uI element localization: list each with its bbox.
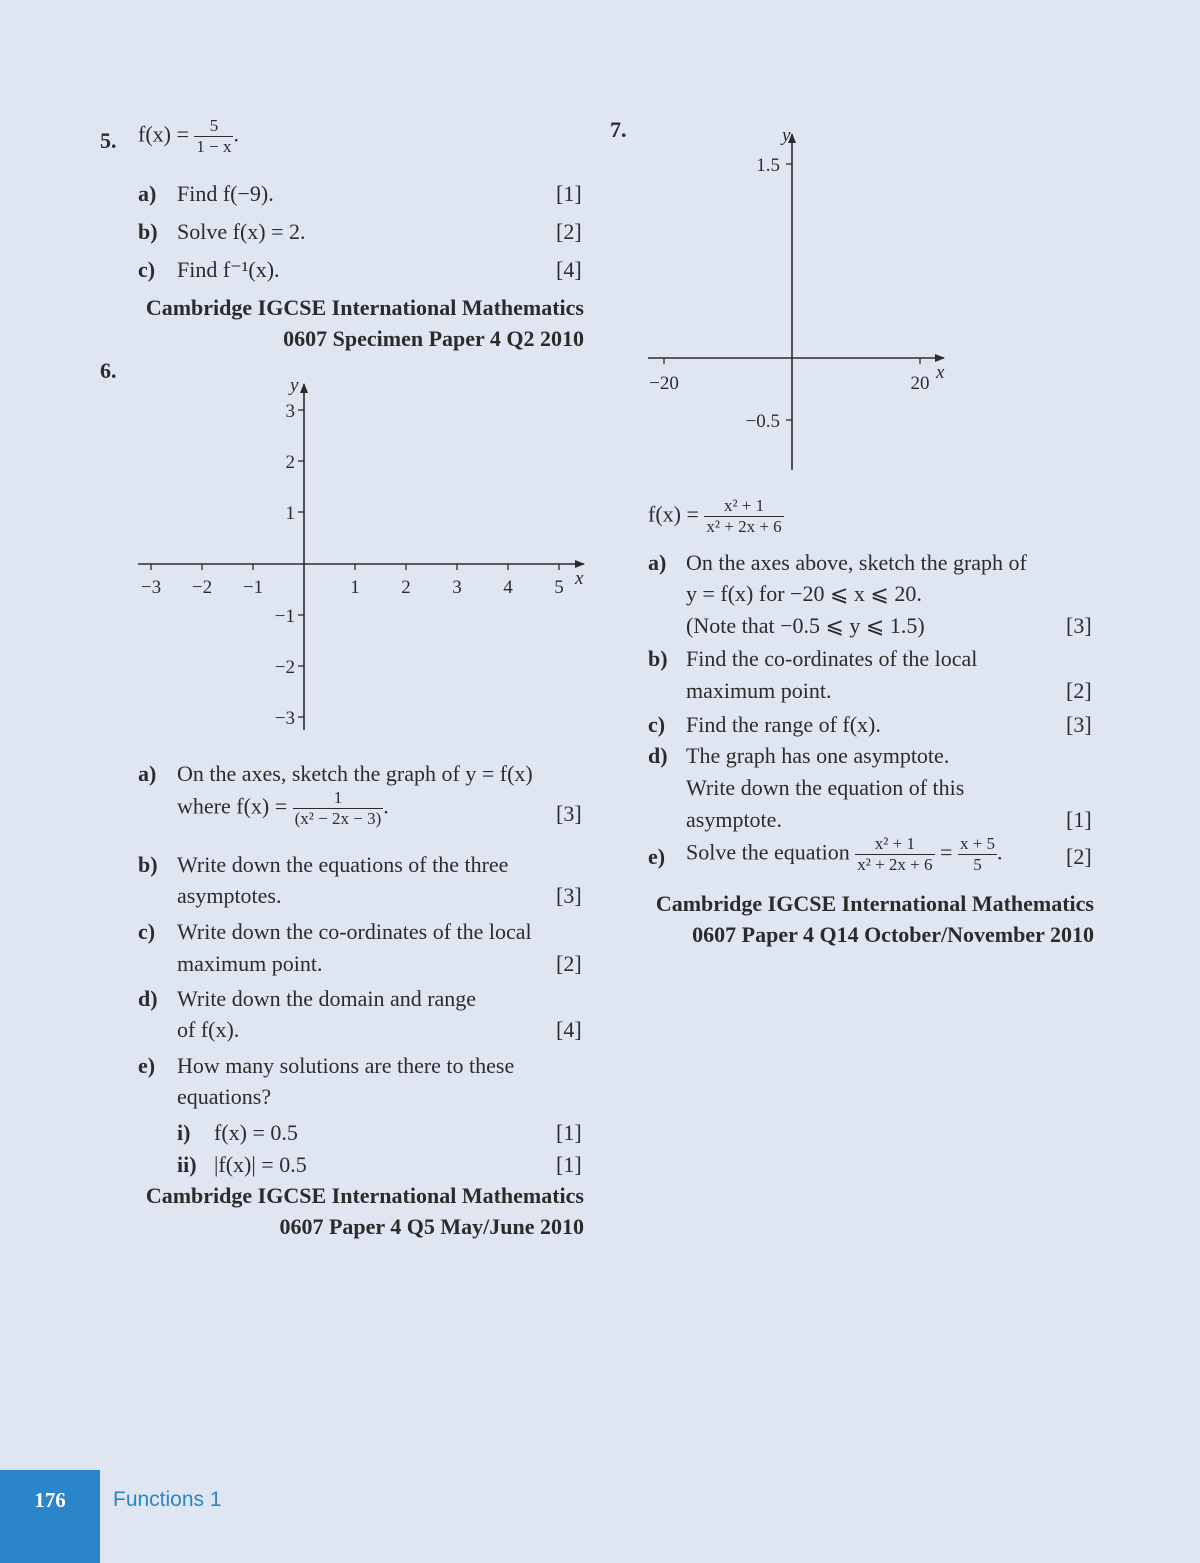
q7-e-fraction-right [958,834,997,875]
q6-ytick-neg1: −1 [274,606,295,627]
q5-a-marks: [1] [556,181,582,206]
q6-source-line2: 0607 Paper 4 Q5 May/June 2010 [279,1214,584,1239]
q7-number: 7. [610,117,627,142]
q6-xtick-4: 4 [503,577,513,598]
q6-d-marks: [4] [556,1017,582,1042]
q5-fraction [194,116,233,157]
q6-axes-graph [120,370,600,740]
q6-x-axis-label: x [575,568,584,589]
q7-y-axis-label: y [782,125,791,146]
q5-c-label: c) [138,257,156,282]
q7-d-marks: [1] [1066,807,1092,832]
q6-source-line1: Cambridge IGCSE International Mathematics [145,1183,584,1208]
q5-number: 5. [100,128,117,153]
q7-definition [648,496,784,537]
q7-e-label: e) [648,844,666,869]
q6-a-fraction [293,788,384,829]
q7-e-equation [686,834,1003,875]
q6-y-axis-label: y [290,375,299,396]
q7-x-axis-label: x [936,362,945,383]
q7-axes-graph [640,120,960,480]
q6-x-ticks [151,564,559,570]
q6-a-denominator: (x² − 2x − 3) [294,809,382,828]
q7-e-num2: x + 5 [959,834,996,853]
q6-b-line2: asymptotes. [177,883,282,908]
q7-a-line2: y = f(x) for −20 ⩽ x ⩽ 20. [686,581,922,606]
q6-e-i-marks: [1] [556,1120,582,1145]
q6-b-line1: Write down the equations of the three [177,852,509,877]
q7-def-lhs: f(x) = [648,501,699,527]
q7-b-marks: [2] [1066,678,1092,703]
q5-b-marks: [2] [556,219,582,244]
q6-a-marks: [3] [556,801,582,826]
q7-d-label: d) [648,743,668,768]
q6-d-line2: of f(x). [177,1017,240,1042]
q6-xtick-neg3: −3 [140,577,162,598]
q7-a-label: a) [648,550,667,575]
q6-number: 6. [100,358,117,383]
q5-source-line2: 0607 Specimen Paper 4 Q2 2010 [283,326,584,351]
q6-ytick-1: 1 [285,503,295,524]
q5-definition [138,116,239,157]
q6-b-label: b) [138,852,158,877]
q7-c-line1: Find the range of f(x). [686,712,881,737]
q6-xtick-3: 3 [452,577,462,598]
q7-e-den2: 5 [958,854,997,875]
q7-xtick-20: 20 [910,373,930,394]
q7-a-line3: (Note that −0.5 ⩽ y ⩽ 1.5) [686,613,925,638]
q7-d-line2: Write down the equation of this [686,775,965,800]
q5-def-end: . [233,121,239,147]
q7-source [656,888,1094,950]
q6-xtick-neg1: −1 [242,577,264,598]
q7-d-line3: asymptote. [686,807,782,832]
q7-ytick-1-5: 1.5 [756,155,780,176]
q7-ytick-neg0-5: −0.5 [745,411,780,432]
q7-e-fraction-left [855,834,934,875]
chapter-title: Functions 1 [113,1488,222,1511]
q6-source [146,1180,584,1242]
footer-page-tab [0,1470,100,1563]
q6-xtick-neg2: −2 [191,577,213,598]
q7-c-marks: [3] [1066,712,1092,737]
q6-a-where [177,788,389,829]
q6-ytick-neg3: −3 [274,708,295,729]
q5-c-marks: [4] [556,257,582,282]
q7-source-line1: Cambridge IGCSE International Mathematics [655,891,1094,916]
q7-numerator: x² + 1 [723,496,765,515]
q6-c-line1: Write down the co-ordinates of the local [177,919,532,944]
q6-e-label: e) [138,1053,156,1078]
q6-e-ii-label: ii) [177,1152,197,1177]
q7-e-text: Solve the equation [686,839,850,865]
q5-source [146,292,584,354]
q7-b-label: b) [648,646,668,671]
q6-a-numerator: 1 [333,788,343,807]
q7-c-label: c) [648,712,666,737]
q6-d-label: d) [138,986,158,1011]
q7-fraction [704,496,783,537]
q6-ytick-neg2: −2 [274,657,295,678]
q6-c-label: c) [138,919,156,944]
q7-e-equals: = [940,839,953,865]
q7-b-line2: maximum point. [686,678,832,703]
q7-e-den1: x² + 2x + 6 [857,855,933,874]
q7-a-line1: On the axes above, sketch the graph of [686,550,1027,575]
q6-ytick-3: 3 [285,401,295,422]
q5-c-text: Find f⁻¹(x). [177,257,280,282]
q6-e-i-text: f(x) = 0.5 [214,1120,298,1145]
q7-a-marks: [3] [1066,613,1092,638]
q5-source-line1: Cambridge IGCSE International Mathematics [145,295,584,320]
q5-denominator: 1 − x [196,137,232,156]
q7-d-line1: The graph has one asymptote. [686,743,950,768]
q6-e-line1: How many solutions are there to these [177,1053,515,1078]
q6-e-ii-text: |f(x)| = 0.5 [214,1152,307,1177]
q5-numerator: 5 [209,116,219,135]
q6-ytick-2: 2 [285,452,295,473]
q6-d-line1: Write down the domain and range [177,986,477,1011]
q7-e-end: . [997,839,1003,865]
q6-b-marks: [3] [556,883,582,908]
q7-denominator: x² + 2x + 6 [706,517,782,536]
q5-b-text: Solve f(x) = 2. [177,219,306,244]
q6-a-label: a) [138,761,157,786]
q6-xtick-2: 2 [401,577,411,598]
q6-e-line2: equations? [177,1084,272,1109]
q6-xtick-5: 5 [554,577,564,598]
q5-b-label: b) [138,219,158,244]
q7-xtick-neg20: −20 [649,373,679,394]
q5-a-text: Find f(−9). [177,181,274,206]
q6-c-line2: maximum point. [177,951,323,976]
q5-def-lhs: f(x) = [138,121,189,147]
q6-a-where-text: where f(x) = [177,793,288,819]
q6-c-marks: [2] [556,951,582,976]
q7-e-num1: x² + 1 [874,834,915,853]
q6-xtick-1: 1 [350,577,360,598]
q6-e-i-label: i) [177,1120,191,1145]
q5-a-label: a) [138,181,157,206]
q6-a-line1: On the axes, sketch the graph of y = f(x) [177,761,533,786]
q7-e-marks: [2] [1066,844,1092,869]
q6-a-end: . [383,793,389,819]
q7-source-line2: 0607 Paper 4 Q14 October/November 2010 [692,922,1094,947]
page-number: 176 [34,1488,66,1512]
q6-e-ii-marks: [1] [556,1152,582,1177]
q7-b-line1: Find the co-ordinates of the local [686,646,978,671]
